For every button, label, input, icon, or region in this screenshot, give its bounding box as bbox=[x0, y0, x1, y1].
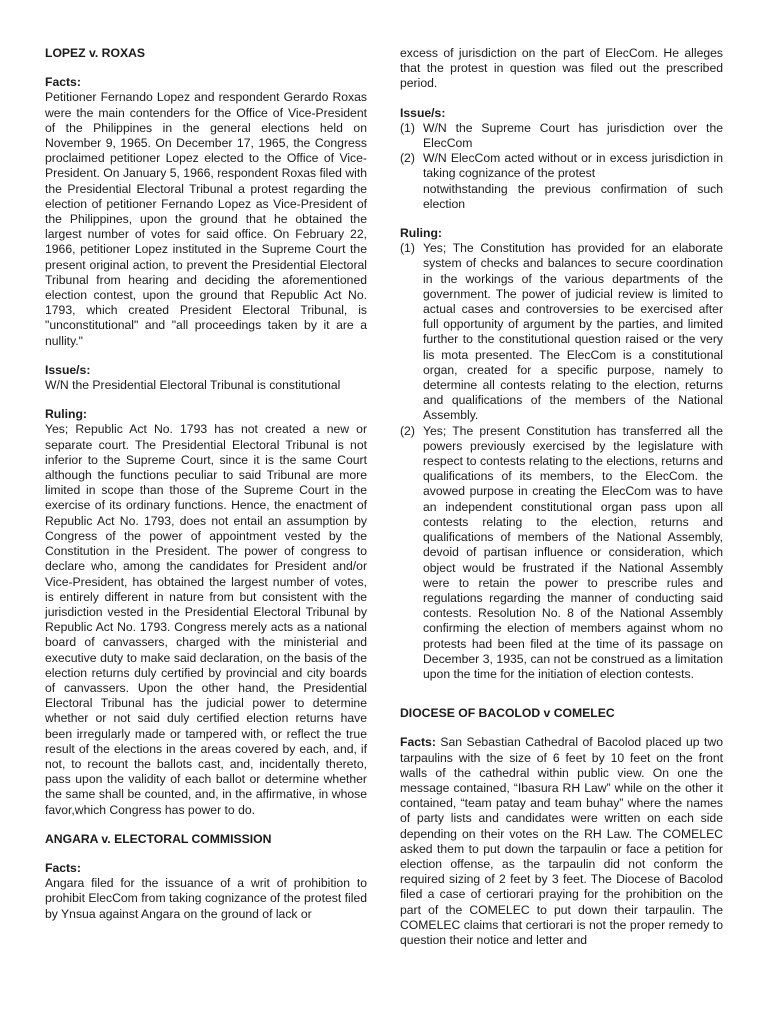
spacer bbox=[400, 696, 723, 706]
list-item bbox=[400, 151, 723, 212]
left-column bbox=[45, 46, 367, 936]
facts-text: San Sebastian Cathedral of Bacolod placed up two tarpaulins with the size of 6 feet by 10 feet on the front walls of the cathedral within public view. On one the message contained, “Ibasura RH Law” while on the other it contained, “team patay and team buhay” where the names of party lists and candidates were written on each side depending on their votes on the RH Law. The COMELEC asked them to put down the tarpaulin or face a petition for election offense, as the tarpaulin did not conform the required sizing of 2 feet by 3 feet. The Diocese of Bacolod filed a case of certiorari praying for the prohibition on the part of the COMELEC to put down their tarpaulin. The COMELEC claims that certiorari is not the proper remedy to question their notice and letter and bbox=[400, 735, 723, 947]
ruling-text: Yes; Republic Act No. 1793 has not created a new or separate court. The Presidential Electoral Tribunal is not inferior to the Supreme Court, since it is the same Court although the functions peculiar to said Tribunal are more limited in scope than those of the Supreme Court in the exercise of its ordinary functions. Hence, the enactment of Republic Act No. 1793, does not entail an assumption by Congress of the power of appointment vested by the Constitution in the President. The power of congress to declare who, among the candidates for President and/or Vice-President, has obtained the largest number of votes, is entirely different in nature from but consistent with the jurisdiction vested in the Presidential Electoral Tribunal by Republic Act No. 1793. Congress merely acts as a national board of canvassers, charged with the ministerial and executive duty to make said declaration, on the basis of the election returns duly certified by provincial and city boards of canvassers. Upon the other hand, the Presidential Electoral Tribunal has the judicial power to determine whether or not said duly certified election returns have been irregularly made or tampered with, or reflect the true result of the elections in the areas covered by each, and, if not, to recount the ballots cast, and, incidentally thereto, pass upon the validity of each ballot or determine whether the same shall be counted, and, in the affirmative, in whose favor,which Congress has power to do. bbox=[45, 422, 367, 817]
case-title-lopez-v-roxas: LOPEZ v. ROXAS bbox=[45, 46, 145, 60]
ruling-heading: Ruling: bbox=[400, 226, 442, 241]
issues-heading: Issue/s: bbox=[45, 362, 91, 377]
list-item bbox=[400, 424, 723, 682]
facts-heading: Facts: bbox=[45, 75, 81, 90]
item-text-extra: notwithstanding the previous confirmation of such election bbox=[423, 181, 723, 211]
case-title-angara-v-electoral-commission: ANGARA v. ELECTORAL COMMISSION bbox=[45, 831, 272, 846]
facts-paragraph bbox=[400, 735, 723, 948]
facts-heading: Facts: bbox=[400, 735, 436, 750]
facts-text: Angara filed for the issuance of a writ of prohibition to prohibit ElecCom from taking cognizance of the protest filed by Ynsua against Angara on the ground of lack or bbox=[45, 876, 367, 921]
item-number: (1) bbox=[400, 241, 415, 256]
facts-text-continued: excess of jurisdiction on the part of ElecCom. He alleges that the protest in question was filed out the prescribed period. bbox=[400, 46, 723, 91]
list-item bbox=[400, 121, 723, 151]
facts-text: Petitioner Fernando Lopez and respondent Gerardo Roxas were the main contenders for the Office of Vice-President of the Philippines in the general elections held on November 9, 1965. On December 17, 1965, the Congress proclaimed petitioner Lopez elected to the Office of Vice- President. On January 5, 1966, respondent Roxas filed with the Presidential Electoral Tribunal a protest regarding the election of petitioner Fernando Lopez as Vice-President of the Philippines, upon the ground that he obtained the largest number of votes for said office. On February 22, 1966, petitioner Lopez instituted in the Supreme Court the present original action, to prevent the Presidential Electoral Tribunal from hearing and deciding the aforementioned election contest, upon the ground that Republic Act No. 1793, which created President Electoral Tribunal, is "unconstitutional" and "all proceedings taken by it are a nullity." bbox=[45, 90, 367, 348]
item-text: Yes; The Constitution has provided for an elaborate system of checks and balances to secure coordination in the workings of the various departments of the government. The power of judicial review is limited to actual cases and controversies to be exercised after full opportunity of argument by the parties, and limited further to the constitutional question raised or the very lis mota presented. The ElecCom is a constitutional organ, created for a specific purpose, namely to determine all contests relating to the election, returns and qualifications of the members of the National Assembly. bbox=[423, 241, 723, 423]
item-number: (2) bbox=[400, 151, 415, 166]
item-number: (2) bbox=[400, 423, 415, 438]
list-item bbox=[400, 241, 723, 423]
ruling-list bbox=[400, 241, 723, 682]
issues-heading: Issue/s: bbox=[400, 105, 446, 120]
item-number: (1) bbox=[400, 120, 415, 135]
issues-list bbox=[400, 121, 723, 212]
case-title-diocese-of-bacolod-v-comelec: DIOCESE OF BACOLOD v COMELEC bbox=[400, 706, 615, 721]
item-text: W/N ElecCom acted without or in excess jurisdiction in taking cognizance of the protest bbox=[423, 151, 723, 181]
item-text: W/N the Supreme Court has jurisdiction over the ElecCom bbox=[423, 120, 723, 151]
right-column bbox=[400, 46, 723, 962]
ruling-heading: Ruling: bbox=[45, 407, 87, 422]
issues-text: W/N the Presidential Electoral Tribunal is constitutional bbox=[45, 378, 341, 393]
facts-heading: Facts: bbox=[45, 860, 81, 875]
item-text: Yes; The present Constitution has transferred all the powers previously exercised by the legislature with respect to contests relating to the elections, returns and qualifications of its members, to the ElecCom. the avowed purpose in creating the ElecCom was to have an independent constitutional organ pass upon all contests relating to the election, returns and qualifications of members of the National Assembly, devoid of partisan influence or consideration, which object would be frustrated if the National Assembly were to retain the power to prescribe rules and regulations regarding the manner of conducting said contests. Resolution No. 8 of the National Assembly confirming the election of members against whom no protests had been filed at the time of its passage on December 3, 1935, can not be construed as a limitation upon the time for the initiation of election contests. bbox=[423, 423, 723, 681]
